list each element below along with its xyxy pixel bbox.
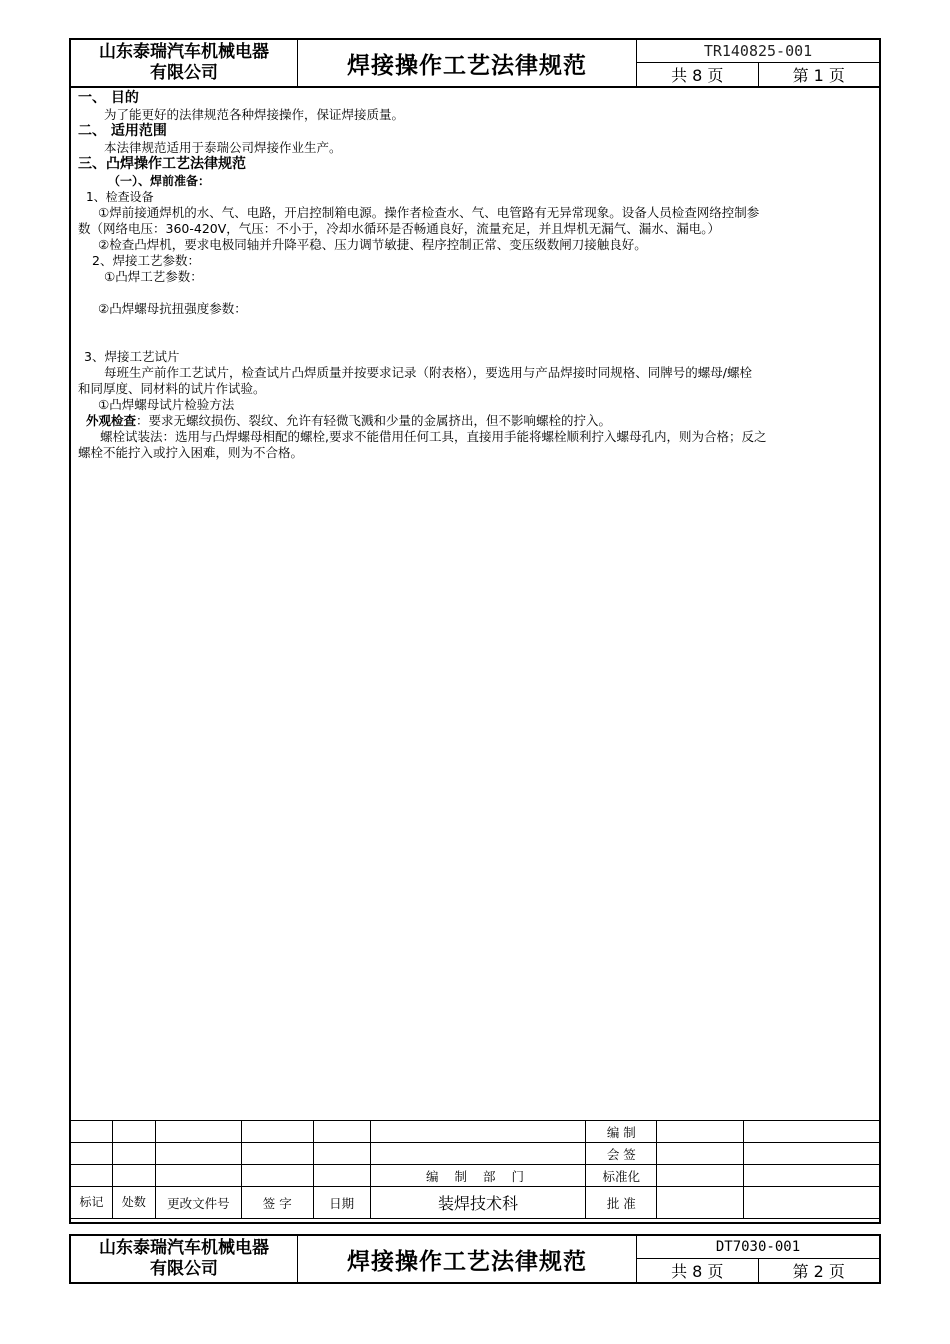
item-2: 2、焊接工艺参数： <box>92 253 200 268</box>
document-meta <box>637 1236 879 1282</box>
item-1-a: ①焊前接通焊机的水、气、电路，开启控制箱电源。操作者检查水、气、电管路有无异常现象。设备人员检查网络控制参 <box>98 205 760 220</box>
revision-row <box>71 1165 880 1187</box>
document-title: 焊接操作工艺法律规范 <box>298 40 637 86</box>
standardize-cell[interactable] <box>657 1165 744 1187</box>
section-3-subtitle: （一）、焊前准备： <box>108 174 211 188</box>
compile-label: 编 制 <box>586 1121 657 1143</box>
item-3: 3、焊接工艺试片 <box>84 349 180 364</box>
company-name <box>71 40 298 86</box>
countersign-label: 会 签 <box>586 1143 657 1165</box>
section-2-title: 二、 适用范围 <box>78 123 167 139</box>
compile-cell[interactable] <box>657 1121 744 1143</box>
visual-check <box>78 413 873 429</box>
company-name <box>71 1236 298 1282</box>
document-body <box>78 90 873 461</box>
item-3-text-continued: 和同厚度、同材料的试片作试验。 <box>78 381 266 396</box>
revision-row <box>71 1121 880 1143</box>
page-header-2 <box>69 1234 881 1284</box>
section-1-text: 为了能更好的法律规范各种焊接操作，保证焊接质量。 <box>104 107 405 122</box>
col-mark: 标记 <box>71 1187 113 1219</box>
col-sign: 签 字 <box>241 1187 313 1219</box>
company-line-1: 山东泰瑞汽车机械电器 <box>99 42 269 62</box>
countersign-cell[interactable] <box>657 1143 744 1165</box>
company-line-1: 山东泰瑞汽车机械电器 <box>99 1238 269 1258</box>
item-1-b: ②检查凸焊机，要求电极同轴并升降平稳、压力调节敏捷、程序控制正常、变压级数闸刀接触良好。 <box>98 237 647 252</box>
item-1: 1、检查设备 <box>86 190 154 204</box>
item-1-a-continued: 数（网络电压：360-420V，气压：不小于，冷却水循环是否畅通良好，流量充足，并且焊机无漏气、漏水、漏电。） <box>78 221 721 236</box>
company-line-2: 有限公司 <box>150 1259 218 1279</box>
document-code: TR140825-001 <box>637 40 879 63</box>
page-number: 第 2 页 <box>792 1262 845 1281</box>
col-doc-no: 更改文件号 <box>155 1187 241 1219</box>
document-meta <box>637 40 879 86</box>
col-date: 日期 <box>313 1187 370 1219</box>
approve-label: 批 准 <box>586 1187 657 1219</box>
document-code: DT7030-001 <box>637 1236 879 1259</box>
page-number: 第 1 页 <box>792 66 845 85</box>
item-3-text: 每班生产前作工艺试片，检查试片凸焊质量并按要求记录（附表格），要选用与产品焊接时同规格、同牌号的螺母/螺栓 <box>104 365 752 380</box>
col-count: 处数 <box>112 1187 155 1219</box>
total-pages: 共 8 页 <box>637 1259 759 1282</box>
company-line-2: 有限公司 <box>150 63 218 83</box>
section-1-title: 一、 目的 <box>78 90 139 106</box>
bolt-test-continued: 螺栓不能拧入或拧入困难，则为不合格。 <box>78 445 304 460</box>
visual-check-label: 外观检查 <box>86 413 137 428</box>
revision-row <box>71 1143 880 1165</box>
standardize-label: 标准化 <box>586 1165 657 1187</box>
bolt-test: 螺栓试装法：选用与凸焊螺母相配的螺栓,要求不能借用任何工具，直接用手能将螺栓顺利拧入螺母孔内，则为合格；反之 <box>100 429 767 444</box>
visual-check-text: ：要求无螺纹损伤、裂纹、允许有轻微飞溅和少量的金属挤出，但不影响螺栓的拧入。 <box>136 413 612 428</box>
total-pages: 共 8 页 <box>637 63 759 86</box>
approve-cell[interactable] <box>657 1187 744 1219</box>
revision-table <box>70 1120 880 1219</box>
document-title: 焊接操作工艺法律规范 <box>298 1236 637 1282</box>
item-2-b: ②凸焊螺母抗扭强度参数： <box>98 301 247 316</box>
dept-label: 编 制 部 门 <box>370 1165 586 1187</box>
section-3-title: 三、凸焊操作工艺法律规范 <box>78 156 246 172</box>
section-2-text: 本法律规范适用于泰瑞公司焊接作业生产。 <box>104 140 342 155</box>
item-2-a: ①凸焊工艺参数： <box>104 269 203 284</box>
revision-header-row <box>71 1187 880 1219</box>
item-3-a: ①凸焊螺母试片检验方法 <box>98 397 235 412</box>
page-header-1 <box>69 38 881 88</box>
dept-value: 装焊技术科 <box>370 1187 586 1219</box>
